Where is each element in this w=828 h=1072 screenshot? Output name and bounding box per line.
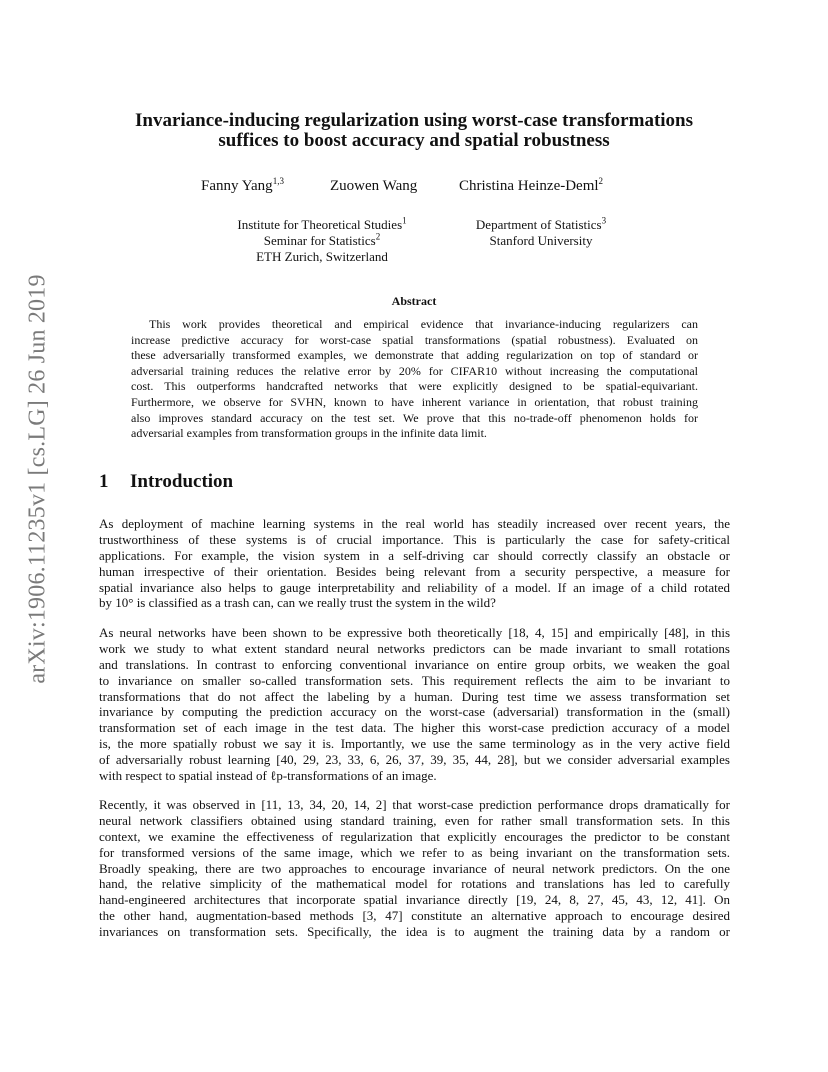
- paragraph-line: transformation set of each image in the test data. The higher this worst-case prediction accuracy of a model: [99, 720, 730, 736]
- paragraph-line: human irrespective of their orientation. Besides being relevant from a security perspective, a measure for: [99, 563, 730, 579]
- intro-paragraph-2: [99, 625, 730, 784]
- abstract-line: This work provides theoretical and empirical evidence that invariance-inducing regularizers can: [149, 317, 698, 331]
- intro-paragraph-1: [99, 516, 730, 611]
- abstract-line: adversarial training reduces the relative error by 20% for CIFAR10 without increasing the computational: [131, 363, 698, 378]
- paragraph-line: work we study to what extent standard neural networks predictors can be made invariant to small rotations: [99, 640, 730, 656]
- section-title: Introduction: [130, 471, 234, 492]
- paper-title-line-2: suffices to boost accuracy and spatial robustness: [218, 130, 610, 151]
- paragraph-line: context, we examine the effectiveness of regularization that explicitly encourages the predictor to be constant: [99, 828, 730, 844]
- author: Fanny Yang$^{1,3}$: [201, 176, 284, 194]
- affiliation-line: ETH Zurich, Switzerland: [256, 249, 388, 264]
- paragraph-line: to invariance on smaller so-called transformation sets. This requirement reflects the aim to be invariant to: [99, 672, 730, 688]
- paragraph-line: applications. For example, the vision system in a self-driving car should correctly classify an obstacle or: [99, 547, 730, 563]
- abstract-body: [131, 317, 698, 442]
- intro-paragraph-3: [99, 797, 730, 940]
- abstract-heading: Abstract: [391, 294, 437, 308]
- paragraph-line: of adversarially robust learning [40, 29, 23, 33, 6, 26, 37, 39, 35, 44, 28], but we consider adversarial examples: [99, 752, 730, 768]
- paragraph-line: Recently, it was observed in [11, 13, 34, 20, 14, 2] that worst-case prediction performance drops dramatically for: [99, 797, 730, 812]
- paragraph-line: As deployment of machine learning systems in the real world has steadily increased over recent years, the: [99, 516, 730, 531]
- paragraph-line: As neural networks have been shown to be expressive both theoretically [18, 4, 15] and empirically [48], in this: [99, 625, 730, 640]
- author: Zuowen Wang: [330, 178, 418, 194]
- section-heading-introduction: [99, 471, 233, 493]
- paragraph-line: hand, the relative simplicity of the mathematical model for rotations and translations has led to carefully: [99, 876, 730, 892]
- affiliation-line: Department of Statistics$^3$: [475, 215, 607, 232]
- abstract-line: cost. This outperforms handcrafted networks that were explicitly designed to be spatial-equivariant.: [131, 379, 698, 394]
- paragraph-line: Broadly speaking, there are two approaches to encourage invariance of neural network predictors. On the one: [99, 860, 730, 876]
- author: Christina Heinze-Deml$^2$: [459, 176, 604, 194]
- paper-title-line-1: Invariance-inducing regularization using worst-case transformations: [134, 110, 694, 131]
- arxiv-identifier-text: arXiv:1906.11235v1 [cs.LG] 26 Jun 2019: [24, 274, 51, 684]
- paragraph-line: neural network classifiers obtained using standard training, even for rather small transformation sets. In this: [99, 812, 730, 828]
- arxiv-identifier-stamp: [18, 274, 58, 684]
- paragraph-line: with respect to spatial instead of ℓp-transformations of an image.: [99, 768, 437, 784]
- affiliation-stanford: [450, 217, 632, 249]
- paragraph-line: hand-engineered architectures that incorporate spatial invariance directly [19, 24, 8, 27, 45, 43, 12, 41]. On: [99, 892, 730, 908]
- paragraph-line: by 10° is classified as a trash can, can we really trust the system in the wild?: [99, 595, 496, 611]
- paragraph-line: is, the more spatially robust we say it is. Importantly, we use the same terminology as in the very active field: [99, 736, 730, 752]
- paragraph-line: the other hand, augmentation-based methods [3, 47] constitute an alternative approach to encourage desired: [99, 908, 730, 924]
- affiliation-eth: [222, 217, 422, 265]
- paragraph-line: trustworthiness of these systems is of crucial importance. This is particularly the case for safety-critical: [99, 531, 730, 547]
- affiliation-line: Stanford University: [489, 233, 593, 248]
- abstract-line: Furthermore, we observe for SVHN, known to have inherent variance in orientation, that robust training: [131, 394, 698, 409]
- affiliation-line: Seminar for Statistics$^2$: [263, 231, 381, 248]
- abstract-line: these adversarially transformed examples, we demonstrate that adding regularization on top of standard or: [131, 348, 698, 363]
- paragraph-line: spatial invariance also helps to gauge interpretability and reliability of a model. If an image of a child rotated: [99, 579, 730, 595]
- affiliation-line: Institute for Theoretical Studies$^1$: [237, 215, 407, 232]
- abstract-line: increase predictive accuracy for worst-case spatial transformations (spatial robustness). Evaluated on: [131, 332, 698, 347]
- paragraph-line: for transformed versions of the same image, which we refer to as being invariant on the transformation sets.: [99, 844, 730, 860]
- paragraph-line: invariance by computing the prediction accuracy on the worst-case (adversarial) transformation in the (small): [99, 704, 730, 720]
- paragraph-line: invariances on transformation sets. Specifically, the idea is to augment the training data by a random or: [99, 924, 730, 940]
- abstract-line: adversarial examples from transformation groups in the infinite data limit.: [131, 426, 487, 441]
- section-number: 1: [99, 471, 109, 492]
- paragraph-line: and translations. In contrast to enforcing conventional invariance on entire group orbits, we weaken the goal: [99, 656, 730, 672]
- paragraph-line: transformations that do not affect the labeling by a human. During test time we assess transformation set: [99, 688, 730, 704]
- abstract-line: also improves standard accuracy on the test set. We prove that this no-trade-off phenomenon holds for: [131, 410, 698, 425]
